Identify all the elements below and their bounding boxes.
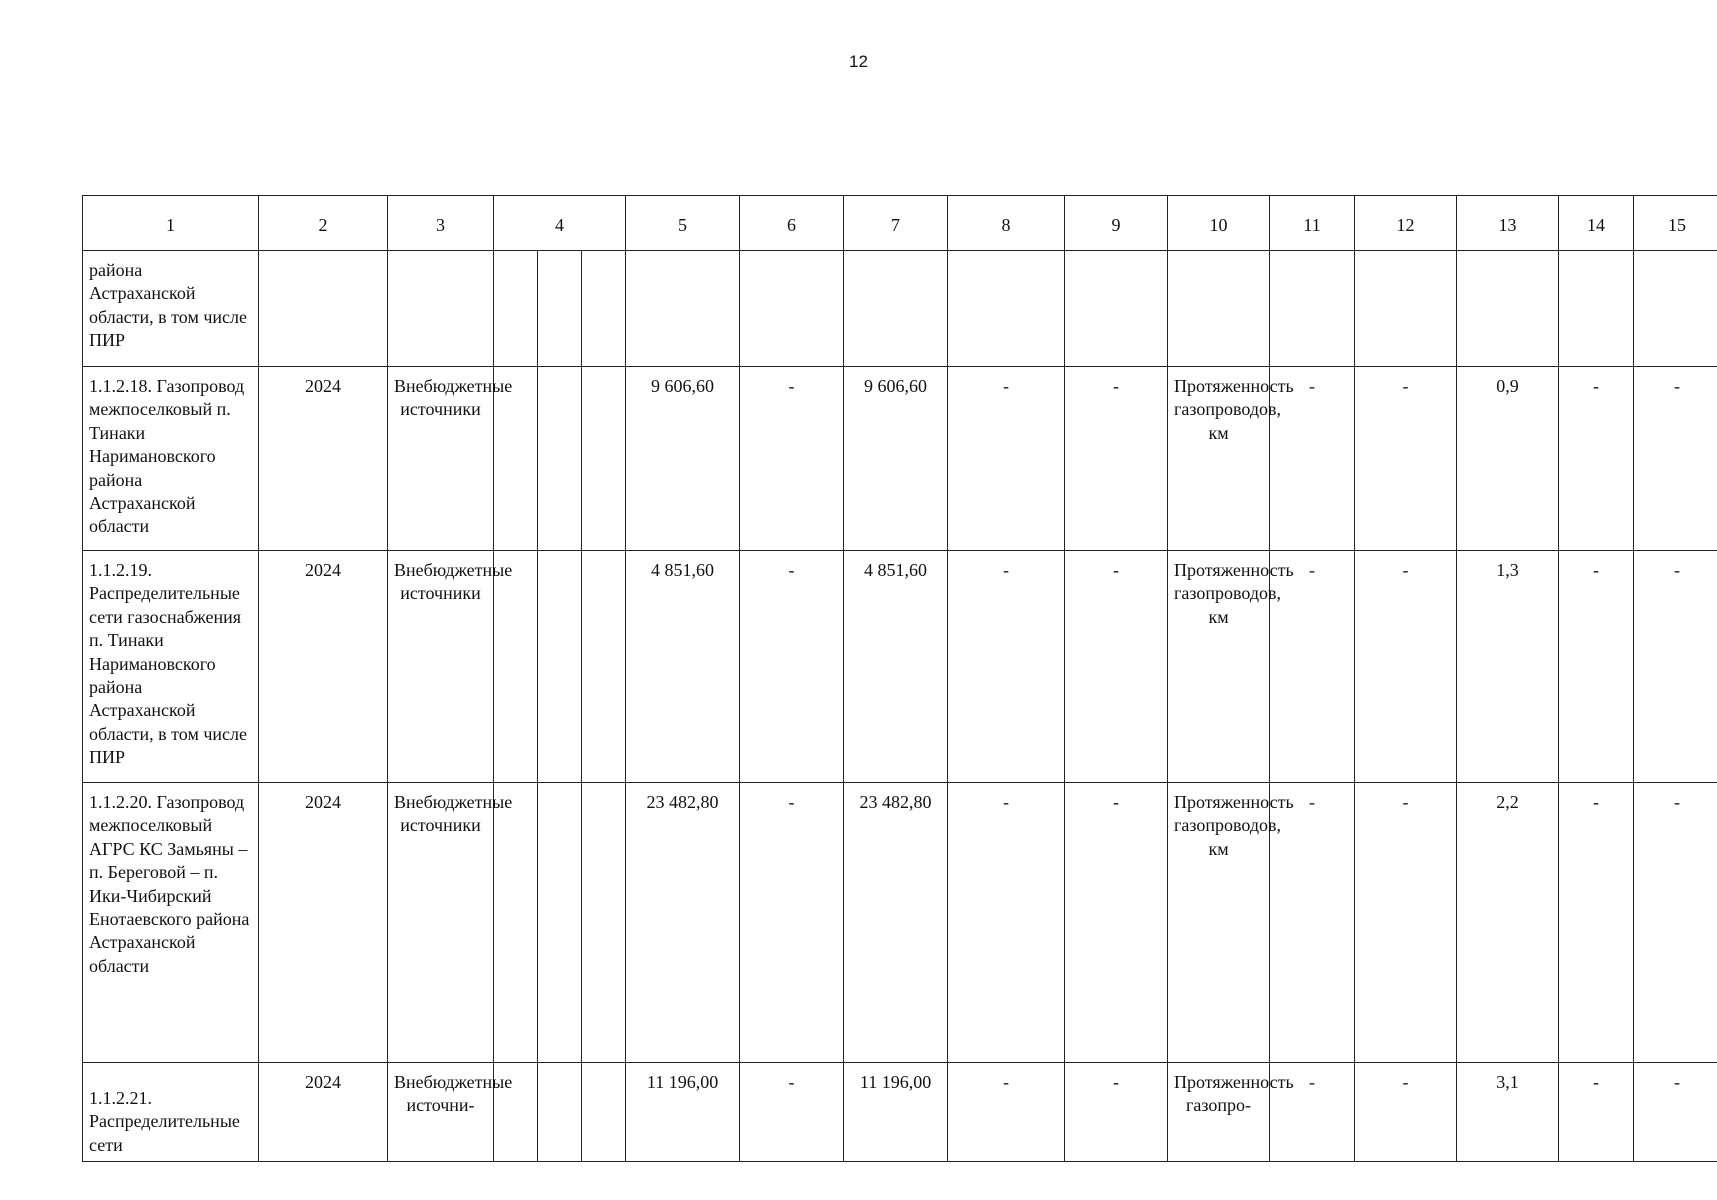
year-cell: 2024	[259, 783, 388, 1063]
col12-cell	[1355, 251, 1457, 367]
source-cell: Внебюджетные источни-	[388, 1063, 494, 1162]
header-cell: 13	[1457, 196, 1559, 251]
col13-cell	[1457, 251, 1559, 367]
col7-cell: 9 606,60	[844, 367, 948, 551]
table-row	[83, 1063, 1717, 1162]
col7-cell: 11 196,00	[844, 1063, 948, 1162]
header-cell: 10	[1168, 196, 1270, 251]
col9-cell: -	[1065, 1063, 1168, 1162]
col12-cell: -	[1355, 783, 1457, 1063]
header-cell: 5	[626, 196, 740, 251]
header-cell: 15	[1634, 196, 1717, 251]
col7-cell: 23 482,80	[844, 783, 948, 1063]
header-cell: 2	[259, 196, 388, 251]
col7-cell	[844, 251, 948, 367]
col5-cell: 23 482,80	[626, 783, 740, 1063]
col14-cell: -	[1559, 1063, 1634, 1162]
object-name: района Астраханской области, в том числе ПИР	[83, 251, 259, 367]
year-cell	[259, 251, 388, 367]
col14-cell	[1559, 251, 1634, 367]
col15-cell: -	[1634, 783, 1717, 1063]
header-cell: 4	[494, 196, 626, 251]
col8-cell	[948, 251, 1065, 367]
header-cell: 14	[1559, 196, 1634, 251]
table-row	[83, 251, 1717, 367]
indicator-cell: Протяженность газопроводов, км	[1168, 783, 1270, 1063]
col5-cell	[626, 251, 740, 367]
header-cell: 9	[1065, 196, 1168, 251]
col8-cell: -	[948, 1063, 1065, 1162]
source-cell	[388, 251, 494, 367]
source-cell: Внебюджетные источники	[388, 367, 494, 551]
header-cell: 3	[388, 196, 494, 251]
col12-cell: -	[1355, 367, 1457, 551]
col9-cell	[1065, 251, 1168, 367]
object-name: 1.1.2.21. Распределительные сети	[83, 1063, 259, 1162]
col6-cell: -	[740, 551, 844, 783]
object-name: 1.1.2.19. Распределительные сети газоснабжения п. Тинаки Наримановского района Астраханской области, в том числе ПИР	[83, 551, 259, 783]
col6-cell	[740, 251, 844, 367]
header-cell: 11	[1270, 196, 1355, 251]
indicator-cell: Протяженность газопроводов, км	[1168, 551, 1270, 783]
col11-cell: -	[1270, 1063, 1355, 1162]
header-cell: 7	[844, 196, 948, 251]
indicator-cell: Протяженность газопро-	[1168, 1063, 1270, 1162]
col15-cell: -	[1634, 551, 1717, 783]
col5-cell: 11 196,00	[626, 1063, 740, 1162]
col13-cell: 0,9	[1457, 367, 1559, 551]
col12-cell: -	[1355, 1063, 1457, 1162]
col15-cell: -	[1634, 367, 1717, 551]
table-row	[83, 551, 1717, 783]
object-name: 1.1.2.18. Газопровод межпоселковый п. Тинаки Наримановского района Астраханской области	[83, 367, 259, 551]
header-cell: 6	[740, 196, 844, 251]
budget-table	[82, 195, 1717, 1162]
col11-cell: -	[1270, 367, 1355, 551]
year-cell: 2024	[259, 1063, 388, 1162]
source-cell: Внебюджетные источники	[388, 551, 494, 783]
col8-cell: -	[948, 367, 1065, 551]
header-cell: 12	[1355, 196, 1457, 251]
col9-cell: -	[1065, 367, 1168, 551]
header-cell: 8	[948, 196, 1065, 251]
col9-cell: -	[1065, 551, 1168, 783]
year-cell: 2024	[259, 551, 388, 783]
page-number: 12	[849, 52, 868, 71]
col15-cell	[1634, 251, 1717, 367]
col7-cell: 4 851,60	[844, 551, 948, 783]
col13-cell: 1,3	[1457, 551, 1559, 783]
col6-cell: -	[740, 783, 844, 1063]
col15-cell: -	[1634, 1063, 1717, 1162]
col13-cell: 2,2	[1457, 783, 1559, 1063]
col11-cell: -	[1270, 551, 1355, 783]
col12-cell: -	[1355, 551, 1457, 783]
indicator-cell: Протяженность газопроводов, км	[1168, 367, 1270, 551]
col14-cell: -	[1559, 551, 1634, 783]
table-row	[83, 367, 1717, 551]
header-row	[83, 196, 1717, 251]
header-cell: 1	[83, 196, 259, 251]
col6-cell: -	[740, 1063, 844, 1162]
col11-cell	[1270, 251, 1355, 367]
col5-cell: 4 851,60	[626, 551, 740, 783]
col14-cell: -	[1559, 783, 1634, 1063]
object-name: 1.1.2.20. Газопровод межпоселковый АГРС КС Замьяны – п. Береговой – п. Ики-Чибирский Енотаевского района Астраханской области	[83, 783, 259, 1063]
source-cell: Внебюджетные источники	[388, 783, 494, 1063]
col8-cell: -	[948, 551, 1065, 783]
col8-cell: -	[948, 783, 1065, 1063]
table-row	[83, 783, 1717, 1063]
col6-cell: -	[740, 367, 844, 551]
col13-cell: 3,1	[1457, 1063, 1559, 1162]
col9-cell: -	[1065, 783, 1168, 1063]
col14-cell: -	[1559, 367, 1634, 551]
year-cell: 2024	[259, 367, 388, 551]
indicator-cell	[1168, 251, 1270, 367]
col11-cell: -	[1270, 783, 1355, 1063]
col5-cell: 9 606,60	[626, 367, 740, 551]
